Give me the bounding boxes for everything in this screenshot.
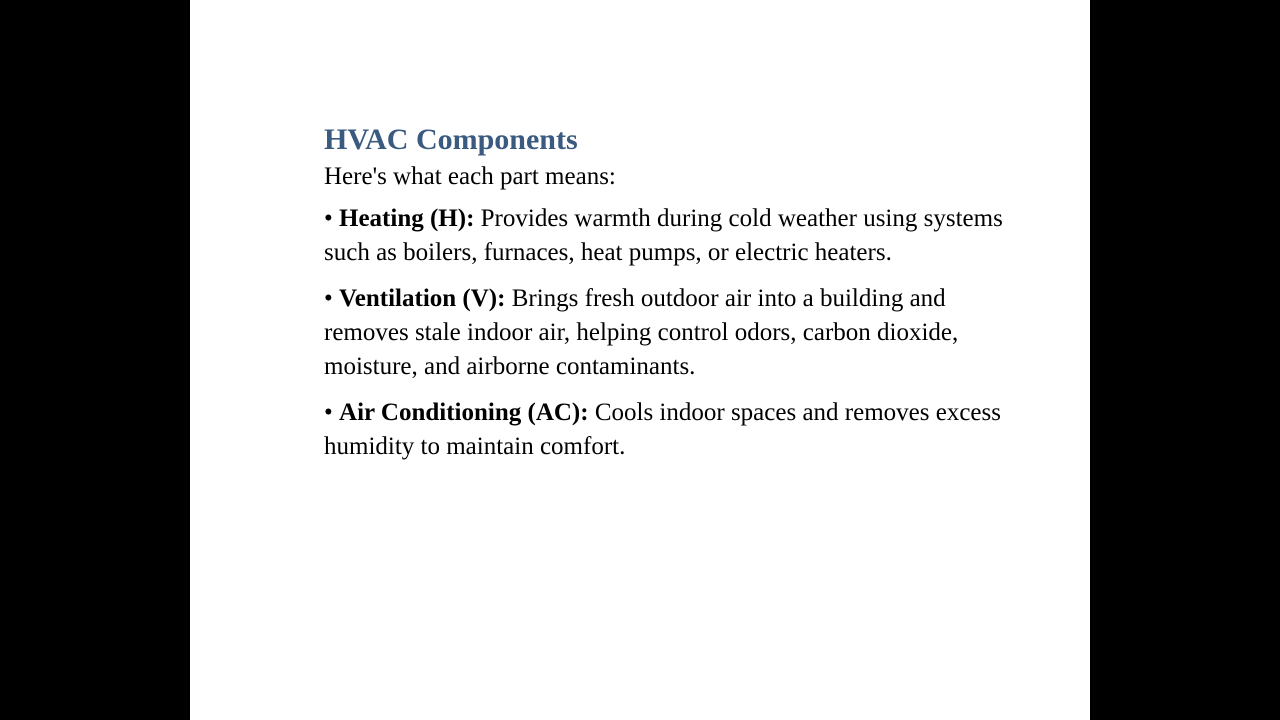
list-item-ventilation [324,282,1004,384]
description-heating: Provides warmth during cold weather using systems such as boilers, furnaces, heat pumps, or electric heaters. [324,205,1003,266]
description-air-conditioning: Cools indoor spaces and removes excess humidity to maintain comfort. [324,399,1001,460]
term-air-conditioning: Air Conditioning (AC): [339,399,589,426]
intro-text: Here's what each part means: [324,163,616,190]
bullet-marker: • [324,399,333,426]
list-item-heating [324,202,1004,270]
list-item-air-conditioning [324,396,1004,464]
term-ventilation: Ventilation (V): [339,285,506,312]
bullet-marker: • [324,285,333,312]
slide-title: HVAC Components [324,123,578,156]
bullet-marker: • [324,205,333,232]
description-ventilation: Brings fresh outdoor air into a building and removes stale indoor air, helping control odors, carbon dioxide, moisture, and airborne contaminants. [324,285,959,380]
term-heating: Heating (H): [339,205,475,232]
slide [190,0,1090,720]
slide-content [324,120,1004,476]
